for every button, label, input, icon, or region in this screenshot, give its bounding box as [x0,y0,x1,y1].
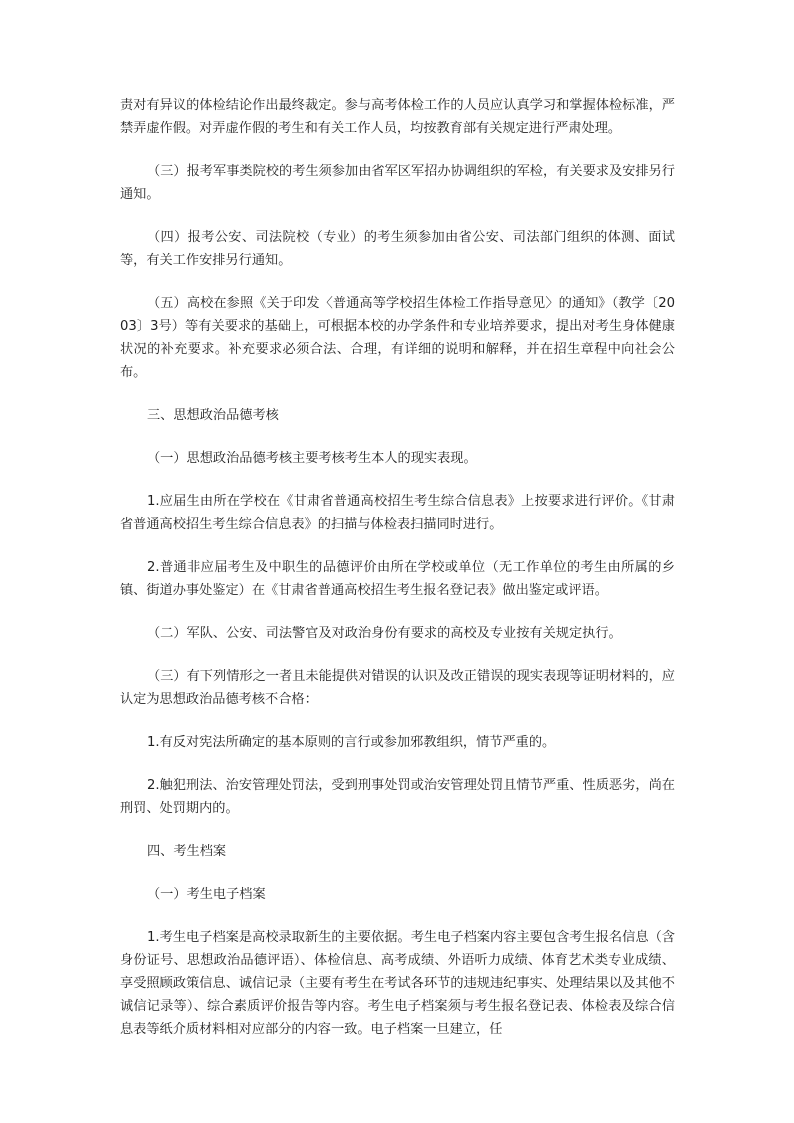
paragraph-police-judicial-exam: （四）报考公安、司法院校（专业）的考生须参加由省公安、司法部门组织的体测、面试等，有关工作安排另行通知。 [120,230,675,268]
subheading-electronic-archives: （一）考生电子档案 [147,887,266,902]
paragraph-continuation: 责对有异议的体检结论作出最终裁定。参与高考体检工作的人员应认真学习和掌握体检标准，严禁弄虚作假。对弄虚作假的考生和有关工作人员，均按教育部有关规定进行严肃处理。 [120,98,675,136]
paragraph-current-students: 1.应届生由所在学校在《甘肃省普通高校招生考生综合信息表》上按要求进行评价。《甘肃省普通高校招生考生综合信息表》的扫描与体检表扫描同时进行。 [120,494,675,532]
paragraph-special-institutions: （二）军队、公安、司法警官及对政治身份有要求的高校及专业按有关规定执行。 [147,626,622,641]
document-page [120,94,675,1061]
section-heading-student-archives: 四、考生档案 [147,844,227,859]
paragraph-electronic-archives-content: 1.考生电子档案是高校录取新生的主要依据。考生电子档案内容主要包含考生报名信息（含身份证号、思想政治品德评语）、体检信息、高考成绩、外语听力成绩、体育艺术类专业成绩、享受照顾政策信息、诚信记录（主要有考生在考试各环节的违规违纪事实、处理结果以及其他不诚信记录等）、综合素质评价报告等内容。考生电子档案须与考生报名登记表、体检表及综合信息表等纸介质材料相对应部分的内容一致。电子档案一旦建立，任 [120,930,675,1037]
paragraph-disqualification-1: 1.有反对宪法所确定的基本原则的言行或参加邪教组织，情节严重的。 [147,735,556,750]
paragraph-disqualification-2: 2.触犯刑法、治安管理处罚法，受到刑事处罚或治安管理处罚且情节严重、性质恶劣，尚在刑罚、处罚期内的。 [120,778,675,816]
paragraph-military-exam: （三）报考军事类院校的考生须参加由省军区军招办协调组织的军检，有关要求及安排另行通知。 [120,164,675,202]
paragraph-additional-requirements: （五）高校在参照《关于印发〈普通高等学校招生体检工作指导意见〉的通知》（教学〔2003〕3号）等有关要求的基础上，可根据本校的办学条件和专业培养要求，提出对考生身体健康状况的补充要求。补充要求必须合法、合理，有详细的说明和解释，并在招生章程中向社会公布。 [120,296,675,380]
section-heading-political-assessment: 三、思想政治品德考核 [147,408,279,423]
paragraph-disqualification-intro: （三）有下列情形之一者且未能提供对错误的认识及改正错误的现实表现等证明材料的，应认定为思想政治品德考核不合格： [120,669,675,707]
paragraph-assessment-scope: （一）思想政治品德考核主要考核考生本人的现实表现。 [147,451,477,466]
paragraph-non-current-students: 2.普通非应届考生及中职生的品德评价由所在学校或单位（无工作单位的考生由所属的乡镇、街道办事处鉴定）在《甘肃省普通高校招生考生报名登记表》做出鉴定或评语。 [120,560,675,598]
